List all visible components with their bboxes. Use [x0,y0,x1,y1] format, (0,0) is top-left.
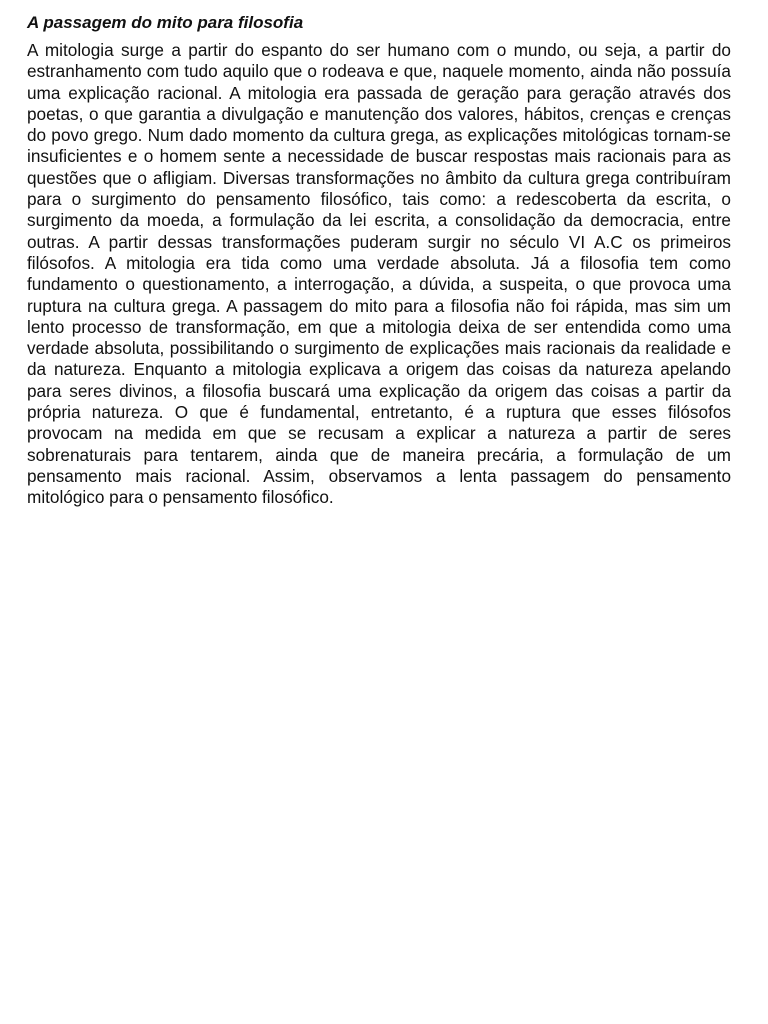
document-page [27,12,731,509]
document-title: A passagem do mito para filosofia [27,13,304,32]
document-paragraph: A mitologia surge a partir do espanto do ser humano com o mundo, ou seja, a partir do estranhamento com tudo aquilo que o rodeava e que, naquele momento, ainda não possuía uma explicação racional. A mitologia era passada de geração para geração através dos poetas, o que garantia a divulgação e manutenção dos valores, hábitos, crenças e crenças do povo grego. Num dado momento da cultura grega, as explicações mitológicas tornam-se insuficientes e o homem sente a necessidade de buscar respostas mais racionais para as questões que o afligiam. Diversas transformações no âmbito da cultura grega contribuíram para o surgimento do pensamento filosófico, tais como: a redescoberta da escrita, o surgimento da moeda, a formulação da lei escrita, a consolidação da democracia, entre outras. A partir dessas transformações puderam surgir no século VI A.C os primeiros filósofos. A mitologia era tida como uma verdade absoluta. Já a filosofia tem como fundamento o questionamento, a interrogação, a dúvida, a suspeita, o que provoca uma ruptura na cultura grega. A passagem do mito para a filosofia não foi rápida, mas sim um lento processo de transformação, em que a mitologia deixa de ser entendida como uma verdade absoluta, possibilitando o surgimento de explicações mais racionais da realidade e da natureza. Enquanto a mitologia explicava a origem das coisas da natureza apelando para seres divinos, a filosofia buscará uma explicação da origem das coisas a partir da própria natureza. O que é fundamental, entretanto, é a ruptura que esses filósofos provocam na medida em que se recusam a explicar a natureza a partir de seres sobrenaturais para tentarem, ainda que de maneira precária, a formulação de um pensamento mais racional. Assim, observamos a lenta passagem do pensamento mitológico para o pensamento filosófico. [27,40,731,508]
